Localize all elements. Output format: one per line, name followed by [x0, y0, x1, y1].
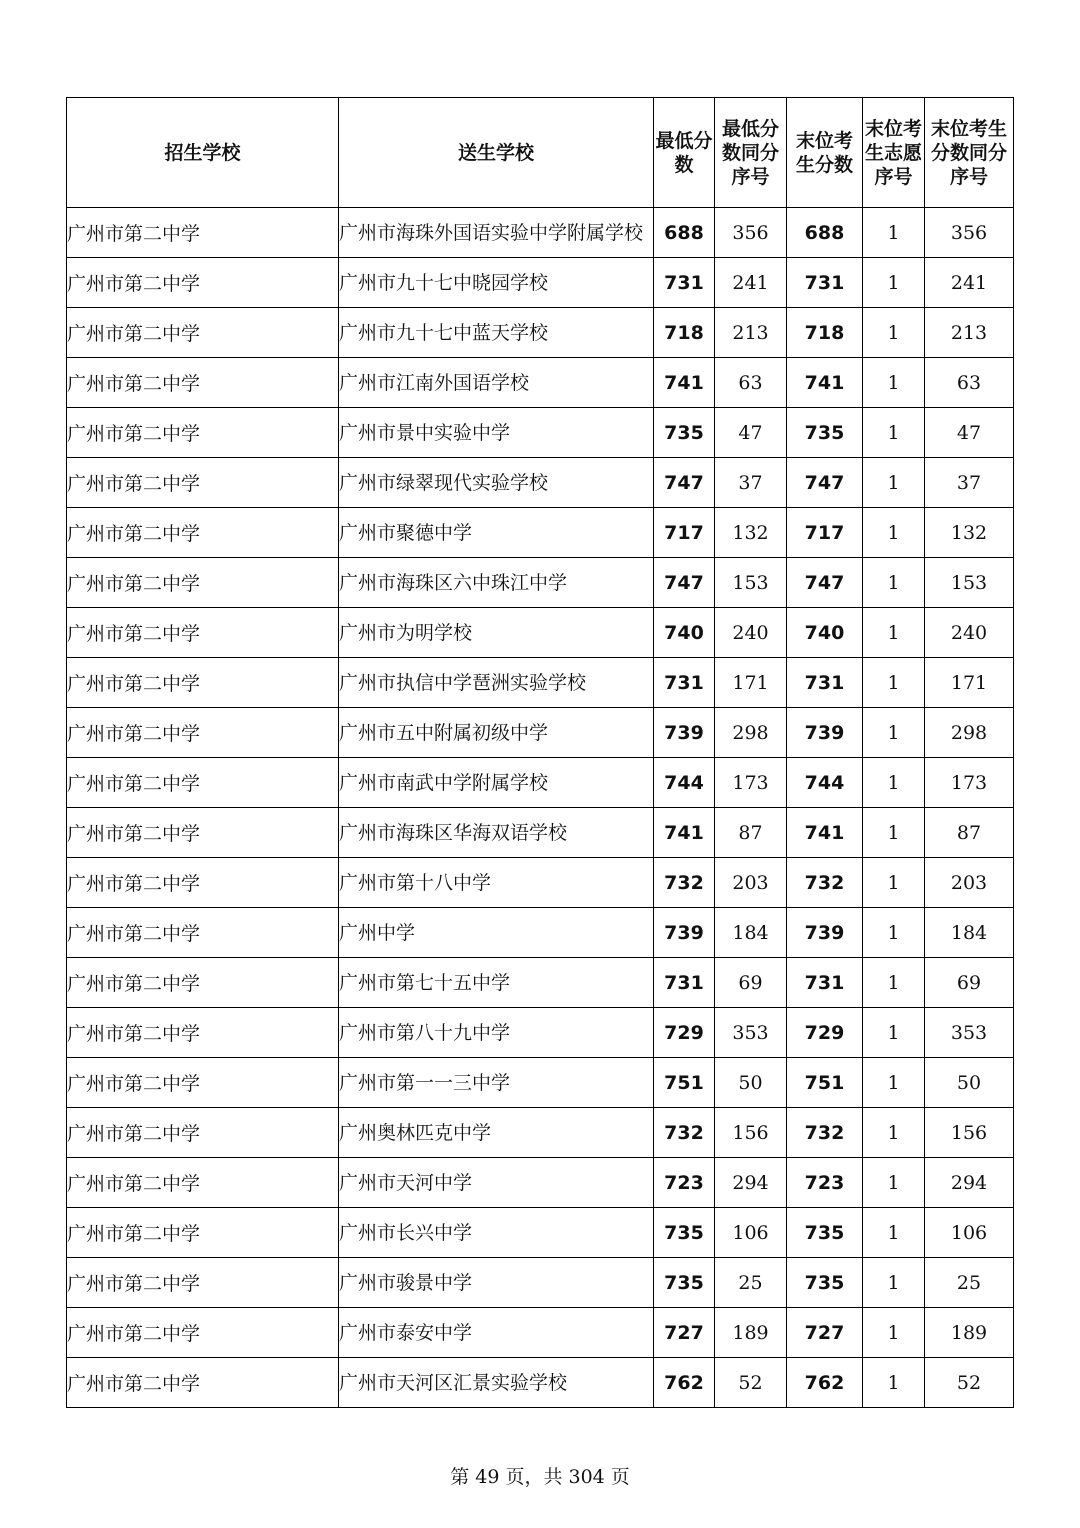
cell-last-score-rank: 294: [925, 1158, 1014, 1208]
cell-min-score-rank: 240: [715, 608, 787, 658]
cell-last-score: 727: [787, 1308, 863, 1358]
cell-min-score: 735: [654, 408, 715, 458]
cell-min-score-rank: 173: [715, 758, 787, 808]
cell-min-score: 735: [654, 1208, 715, 1258]
cell-last-score: 723: [787, 1158, 863, 1208]
cell-last-preference: 1: [863, 1208, 925, 1258]
cell-last-score-rank: 171: [925, 658, 1014, 708]
cell-sender-school: 广州中学: [339, 908, 654, 958]
table-row: [67, 708, 1014, 758]
table-row: [67, 958, 1014, 1008]
cell-last-score-rank: 87: [925, 808, 1014, 858]
cell-recruit-school: 广州市第二中学: [67, 1358, 339, 1408]
cell-last-score-rank: 184: [925, 908, 1014, 958]
cell-last-score-rank: 241: [925, 258, 1014, 308]
cell-last-score-rank: 156: [925, 1108, 1014, 1158]
cell-min-score-rank: 25: [715, 1258, 787, 1308]
cell-sender-school: 广州市九十七中蓝天学校: [339, 308, 654, 358]
cell-last-preference: 1: [863, 608, 925, 658]
cell-min-score: 762: [654, 1358, 715, 1408]
cell-recruit-school: 广州市第二中学: [67, 458, 339, 508]
cell-recruit-school: 广州市第二中学: [67, 608, 339, 658]
cell-last-score: 732: [787, 858, 863, 908]
cell-recruit-school: 广州市第二中学: [67, 1258, 339, 1308]
cell-last-preference: 1: [863, 1258, 925, 1308]
header-min-score: 最低分数: [654, 98, 715, 208]
cell-min-score-rank: 294: [715, 1158, 787, 1208]
cell-recruit-school: 广州市第二中学: [67, 658, 339, 708]
cell-last-score: 747: [787, 458, 863, 508]
cell-recruit-school: 广州市第二中学: [67, 708, 339, 758]
cell-sender-school: 广州市为明学校: [339, 608, 654, 658]
cell-last-score-rank: 132: [925, 508, 1014, 558]
cell-min-score-rank: 156: [715, 1108, 787, 1158]
cell-min-score-rank: 50: [715, 1058, 787, 1108]
cell-last-score-rank: 203: [925, 858, 1014, 908]
cell-sender-school: 广州市第八十九中学: [339, 1008, 654, 1058]
cell-min-score-rank: 298: [715, 708, 787, 758]
cell-recruit-school: 广州市第二中学: [67, 1058, 339, 1108]
cell-last-preference: 1: [863, 308, 925, 358]
cell-min-score-rank: 47: [715, 408, 787, 458]
cell-last-score: 729: [787, 1008, 863, 1058]
cell-last-score: 731: [787, 958, 863, 1008]
cell-min-score: 744: [654, 758, 715, 808]
cell-last-score: 739: [787, 908, 863, 958]
cell-last-score: 718: [787, 308, 863, 358]
cell-min-score: 732: [654, 1108, 715, 1158]
page-footer: 第 49 页，共 304 页: [450, 1466, 630, 1488]
cell-last-preference: 1: [863, 1308, 925, 1358]
cell-min-score: 731: [654, 958, 715, 1008]
cell-min-score: 740: [654, 608, 715, 658]
cell-min-score: 727: [654, 1308, 715, 1358]
cell-last-preference: 1: [863, 508, 925, 558]
cell-last-preference: 1: [863, 1108, 925, 1158]
cell-last-score-rank: 353: [925, 1008, 1014, 1058]
cell-sender-school: 广州市海珠区华海双语学校: [339, 808, 654, 858]
cell-recruit-school: 广州市第二中学: [67, 408, 339, 458]
cell-min-score: 688: [654, 208, 715, 258]
cell-last-preference: 1: [863, 658, 925, 708]
cell-min-score: 723: [654, 1158, 715, 1208]
cell-recruit-school: 广州市第二中学: [67, 258, 339, 308]
cell-sender-school: 广州市南武中学附属学校: [339, 758, 654, 808]
cell-recruit-school: 广州市第二中学: [67, 1008, 339, 1058]
cell-recruit-school: 广州市第二中学: [67, 1158, 339, 1208]
cell-last-score-rank: 50: [925, 1058, 1014, 1108]
cell-last-score-rank: 189: [925, 1308, 1014, 1358]
cell-last-preference: 1: [863, 1008, 925, 1058]
cell-recruit-school: 广州市第二中学: [67, 558, 339, 608]
cell-min-score: 739: [654, 708, 715, 758]
cell-sender-school: 广州市天河中学: [339, 1158, 654, 1208]
cell-last-preference: 1: [863, 408, 925, 458]
table-row: [67, 808, 1014, 858]
cell-last-preference: 1: [863, 458, 925, 508]
cell-last-preference: 1: [863, 908, 925, 958]
cell-min-score: 741: [654, 808, 715, 858]
table-row: [67, 1308, 1014, 1358]
cell-min-score: 718: [654, 308, 715, 358]
cell-last-preference: 1: [863, 1158, 925, 1208]
cell-last-score-rank: 106: [925, 1208, 1014, 1258]
cell-last-score-rank: 240: [925, 608, 1014, 658]
table-row: [67, 1108, 1014, 1158]
cell-last-score: 731: [787, 258, 863, 308]
cell-last-score-rank: 69: [925, 958, 1014, 1008]
cell-min-score: 751: [654, 1058, 715, 1108]
cell-min-score: 731: [654, 658, 715, 708]
cell-last-preference: 1: [863, 558, 925, 608]
cell-last-preference: 1: [863, 358, 925, 408]
cell-sender-school: 广州市长兴中学: [339, 1208, 654, 1258]
header-recruit-school: 招生学校: [67, 98, 339, 208]
header-min-score-rank: 最低分数同分序号: [715, 98, 787, 208]
cell-recruit-school: 广州市第二中学: [67, 1208, 339, 1258]
table-row: [67, 1158, 1014, 1208]
cell-min-score-rank: 213: [715, 308, 787, 358]
cell-recruit-school: 广州市第二中学: [67, 908, 339, 958]
cell-last-preference: 1: [863, 1058, 925, 1108]
cell-min-score-rank: 132: [715, 508, 787, 558]
cell-last-score: 740: [787, 608, 863, 658]
cell-last-score: 751: [787, 1058, 863, 1108]
cell-recruit-school: 广州市第二中学: [67, 758, 339, 808]
table-row: [67, 1258, 1014, 1308]
table-row: [67, 258, 1014, 308]
cell-min-score-rank: 203: [715, 858, 787, 908]
cell-sender-school: 广州市第一一三中学: [339, 1058, 654, 1108]
cell-last-score-rank: 356: [925, 208, 1014, 258]
table-row: [67, 558, 1014, 608]
table-row: [67, 1008, 1014, 1058]
cell-recruit-school: 广州市第二中学: [67, 358, 339, 408]
cell-min-score-rank: 171: [715, 658, 787, 708]
cell-min-score-rank: 106: [715, 1208, 787, 1258]
table-row: [67, 458, 1014, 508]
cell-sender-school: 广州市江南外国语学校: [339, 358, 654, 408]
cell-min-score-rank: 189: [715, 1308, 787, 1358]
cell-last-score-rank: 298: [925, 708, 1014, 758]
cell-last-preference: 1: [863, 1358, 925, 1408]
table-row: [67, 908, 1014, 958]
table-row: [67, 1058, 1014, 1108]
cell-recruit-school: 广州市第二中学: [67, 858, 339, 908]
header-last-preference: 末位考生志愿序号: [863, 98, 925, 208]
cell-min-score-rank: 87: [715, 808, 787, 858]
table-row: [67, 358, 1014, 408]
cell-recruit-school: 广州市第二中学: [67, 1308, 339, 1358]
cell-sender-school: 广州市九十七中晓园学校: [339, 258, 654, 308]
cell-last-score-rank: 52: [925, 1358, 1014, 1408]
cell-sender-school: 广州市海珠区六中珠江中学: [339, 558, 654, 608]
cell-sender-school: 广州市海珠外国语实验中学附属学校: [339, 208, 654, 258]
cell-recruit-school: 广州市第二中学: [67, 808, 339, 858]
cell-last-preference: 1: [863, 758, 925, 808]
cell-last-preference: 1: [863, 258, 925, 308]
table-row: [67, 508, 1014, 558]
cell-last-score: 735: [787, 1258, 863, 1308]
cell-min-score-rank: 184: [715, 908, 787, 958]
cell-sender-school: 广州市天河区汇景实验学校: [339, 1358, 654, 1408]
cell-min-score: 731: [654, 258, 715, 308]
cell-sender-school: 广州市五中附属初级中学: [339, 708, 654, 758]
cell-last-score-rank: 213: [925, 308, 1014, 358]
table-row: [67, 758, 1014, 808]
cell-last-score-rank: 63: [925, 358, 1014, 408]
cell-min-score-rank: 63: [715, 358, 787, 408]
cell-sender-school: 广州市绿翠现代实验学校: [339, 458, 654, 508]
cell-last-preference: 1: [863, 808, 925, 858]
cell-last-score: 735: [787, 408, 863, 458]
cell-recruit-school: 广州市第二中学: [67, 508, 339, 558]
cell-min-score: 717: [654, 508, 715, 558]
cell-last-score-rank: 47: [925, 408, 1014, 458]
cell-min-score-rank: 37: [715, 458, 787, 508]
cell-last-preference: 1: [863, 208, 925, 258]
cell-last-score: 731: [787, 658, 863, 708]
cell-sender-school: 广州市第十八中学: [339, 858, 654, 908]
cell-min-score-rank: 241: [715, 258, 787, 308]
cell-last-score: 732: [787, 1108, 863, 1158]
table-row: [67, 858, 1014, 908]
cell-last-preference: 1: [863, 958, 925, 1008]
cell-last-score: 739: [787, 708, 863, 758]
table-row: [67, 1358, 1014, 1408]
cell-last-score: 747: [787, 558, 863, 608]
table-row: [67, 208, 1014, 258]
header-row: [67, 98, 1014, 208]
cell-min-score: 747: [654, 458, 715, 508]
cell-last-score-rank: 173: [925, 758, 1014, 808]
cell-last-score: 762: [787, 1358, 863, 1408]
cell-last-preference: 1: [863, 858, 925, 908]
cell-recruit-school: 广州市第二中学: [67, 308, 339, 358]
table-row: [67, 308, 1014, 358]
header-last-score-rank: 末位考生分数同分序号: [925, 98, 1014, 208]
table-row: [67, 608, 1014, 658]
cell-min-score: 747: [654, 558, 715, 608]
cell-recruit-school: 广州市第二中学: [67, 208, 339, 258]
cell-sender-school: 广州市骏景中学: [339, 1258, 654, 1308]
cell-min-score: 729: [654, 1008, 715, 1058]
table-row: [67, 408, 1014, 458]
cell-sender-school: 广州市景中实验中学: [339, 408, 654, 458]
table-row: [67, 1208, 1014, 1258]
table-row: [67, 658, 1014, 708]
cell-last-preference: 1: [863, 708, 925, 758]
cell-last-score: 741: [787, 358, 863, 408]
cell-recruit-school: 广州市第二中学: [67, 1108, 339, 1158]
cell-sender-school: 广州奥林匹克中学: [339, 1108, 654, 1158]
cell-sender-school: 广州市第七十五中学: [339, 958, 654, 1008]
header-sender-school: 送生学校: [339, 98, 654, 208]
cell-min-score: 739: [654, 908, 715, 958]
cell-sender-school: 广州市泰安中学: [339, 1308, 654, 1358]
cell-recruit-school: 广州市第二中学: [67, 958, 339, 1008]
cell-min-score-rank: 69: [715, 958, 787, 1008]
cell-last-score: 741: [787, 808, 863, 858]
cell-last-score: 735: [787, 1208, 863, 1258]
cell-min-score-rank: 52: [715, 1358, 787, 1408]
cell-last-score-rank: 153: [925, 558, 1014, 608]
cell-min-score-rank: 356: [715, 208, 787, 258]
cell-last-score-rank: 25: [925, 1258, 1014, 1308]
cell-last-score-rank: 37: [925, 458, 1014, 508]
cell-min-score-rank: 153: [715, 558, 787, 608]
cell-sender-school: 广州市聚德中学: [339, 508, 654, 558]
cell-min-score-rank: 353: [715, 1008, 787, 1058]
cell-min-score: 732: [654, 858, 715, 908]
cell-min-score: 735: [654, 1258, 715, 1308]
cell-last-score: 744: [787, 758, 863, 808]
cell-last-score: 688: [787, 208, 863, 258]
cell-sender-school: 广州市执信中学琶洲实验学校: [339, 658, 654, 708]
cell-last-score: 717: [787, 508, 863, 558]
cell-min-score: 741: [654, 358, 715, 408]
admission-score-table: [66, 97, 1014, 1408]
header-last-score: 末位考生分数: [787, 98, 863, 208]
